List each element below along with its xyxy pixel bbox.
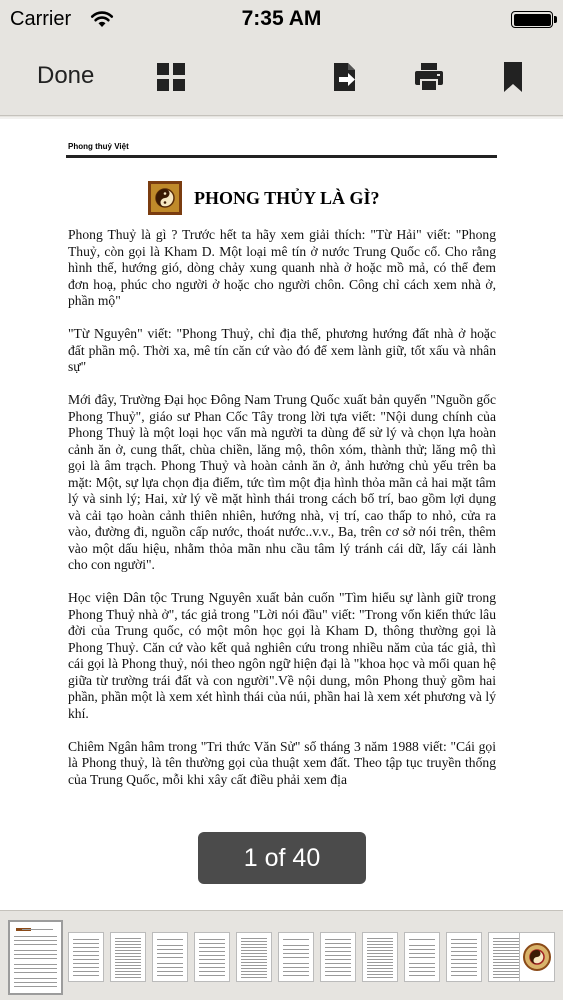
thumbnail-text-line (367, 959, 393, 960)
thumbnail-text-line (493, 950, 519, 951)
thumbnail-text-line (325, 947, 351, 948)
bagua-thumbnail-icon (520, 933, 554, 981)
page-counter: 1 of 40 (198, 832, 366, 884)
thumbnail-text-line (325, 955, 351, 956)
body-text (68, 227, 496, 805)
page-thumbnail[interactable] (446, 932, 482, 982)
thumbnail-text-line (241, 962, 267, 963)
thumbnail-text-line (409, 953, 435, 954)
thumbnail-text-line (367, 941, 393, 942)
page-thumbnail[interactable] (404, 932, 440, 982)
paragraph: Mới đây, Trường Đại học Đông Nam Trung Quốc xuất bản quyển "Nguồn gốc Phong Thuỷ", giáo sư Phan Cốc Tây trong lời tựa viết: "Nội dung chính của Phong Thuỷ là một loại học vấn mà người ta dùng để sử lý và chọn lựa hoàn cảnh ăn ở, cung thất, chùa chiền, lăng mộ, thôn xóm, thành thử; lăng mộ thì gọi là âm trạch. Phong Thuỷ và hoàn cảnh ăn ở, ảnh hưởng chủ yếu trên ba mặt: Một, sự lựa chọn địa điểm, tức tìm một địa hình thỏa mãn cả hai mặt tâm lý và sinh lý; Hai, xử lý về mặt hình thái trong cách bố trí, bao gồm lợi dụng và cải tạo hoàn cảnh thiên nhiên, hướng nhà, vị trí, cao thấp to nhỏ, cửa ra vào, đường đi, nguồn cấp nước, thoát nước..v.v., Ba, trên cơ sở nói trên, thêm vào một dấu hiệu, nhằm thỏa mãn nhu cầu tâm lý tránh cái dữ, lấy cái lành cho con người". (68, 392, 496, 572)
page-thumbnail[interactable] (110, 932, 146, 982)
thumbnail-text-line (241, 941, 267, 942)
thumbnail-text-line (493, 956, 519, 957)
thumbnail-text-line (283, 939, 309, 940)
paragraph: Chiêm Ngân hâm trong "Tri thức Văn Sử" số tháng 3 năm 1988 viết: "Cái gọi là Phong thuỷ, là tên thường gọi của thuật xem đất. Theo tập tục truyền thống của Trung Quốc, mỗi khi xây cất điều phải xem địa (68, 738, 496, 787)
thumbnail-text-line (493, 977, 519, 978)
thumbnail-text-line (283, 967, 309, 968)
page-thumbnail-emblem[interactable] (519, 932, 555, 982)
thumbnail-text-line (493, 938, 519, 939)
thumbnail-text-line (73, 943, 99, 944)
thumbnail-text-line (73, 955, 99, 956)
thumbnail-text-line (283, 957, 309, 958)
clock: 7:35 AM (241, 7, 322, 30)
thumbnail-text-line (241, 965, 267, 966)
thumbnail-text-line (157, 963, 183, 964)
thumbnail-text-line (115, 971, 141, 972)
thumbnail-text-line (493, 953, 519, 954)
thumbnail-text-line (283, 975, 309, 976)
thumbnail-text-line (283, 963, 309, 964)
thumbnail-text-line (451, 943, 477, 944)
thumbnail-text-line (157, 957, 183, 958)
thumbnail-text-line (409, 971, 435, 972)
status-bar (0, 0, 563, 40)
thumbnail-text-line (325, 951, 351, 952)
battery-icon (511, 11, 553, 28)
thumbnail-strip[interactable] (0, 910, 563, 1000)
page-thumbnail[interactable] (278, 932, 314, 982)
thumbnail-text-line (493, 959, 519, 960)
thumbnail-text-line (157, 975, 183, 976)
thumbnail-text-line (115, 938, 141, 939)
thumbnail-text-line (241, 959, 267, 960)
thumbnail-text-line (493, 941, 519, 942)
page-thumbnail[interactable] (152, 932, 188, 982)
thumbnail-text-line (283, 953, 309, 954)
page-title: PHONG THỦY LÀ GÌ? (194, 187, 380, 208)
thumbnail-text-line (451, 963, 477, 964)
thumbnail-text-line (241, 956, 267, 957)
share-export-icon[interactable] (328, 60, 362, 94)
thumbnail-text-line (115, 959, 141, 960)
thumbnail-text-line (409, 949, 435, 950)
thumbnail-text-line (241, 968, 267, 969)
thumbnail-text-line (493, 971, 519, 972)
page-thumbnail[interactable] (236, 932, 272, 982)
thumbnail-text-line (409, 963, 435, 964)
thumbnail-text-line (115, 947, 141, 948)
thumbnail-text-line (325, 971, 351, 972)
thumbnail-text-line (115, 974, 141, 975)
thumbnail-text-line (325, 963, 351, 964)
thumbnail-text-line (451, 975, 477, 976)
thumbnail-text-line (451, 971, 477, 972)
thumbnail-text-line (157, 939, 183, 940)
thumbnail-text-line (451, 959, 477, 960)
thumbnail-text-line (451, 947, 477, 948)
thumbnail-text-line (241, 950, 267, 951)
thumbnail-text-line (367, 938, 393, 939)
thumbnail-text-line (493, 947, 519, 948)
page-thumbnail[interactable] (68, 932, 104, 982)
thumbnail-text-line (157, 971, 183, 972)
done-button[interactable]: Done (37, 62, 95, 89)
thumbnail-text-line (367, 950, 393, 951)
thumbnail-text-line (73, 947, 99, 948)
thumbnail-text-line (157, 945, 183, 946)
thumbnail-text-line (199, 939, 225, 940)
thumbnail-text-line (493, 968, 519, 969)
page-thumbnail[interactable] (194, 932, 230, 982)
pdf-page (0, 119, 563, 910)
thumbnail-text-line (199, 955, 225, 956)
thumbnail-text-line (115, 950, 141, 951)
thumbnail-text-line (451, 951, 477, 952)
thumbnail-text-line (283, 949, 309, 950)
thumbnail-text-line (367, 947, 393, 948)
thumbnail-text-line (367, 953, 393, 954)
grid-icon[interactable] (154, 60, 188, 94)
thumbnail-text-line (199, 943, 225, 944)
thumbnail-text-line (325, 967, 351, 968)
thumbnail-text-line (241, 974, 267, 975)
thumbnail-text-line (325, 943, 351, 944)
thumbnail-text-line (409, 939, 435, 940)
thumbnail-text-line (115, 944, 141, 945)
thumbnail-text-line (73, 959, 99, 960)
thumbnail-text-line (493, 974, 519, 975)
thumbnail-text-line (199, 971, 225, 972)
thumbnail-text-line (451, 967, 477, 968)
thumbnail-text-line (73, 971, 99, 972)
thumbnail-text-line (367, 977, 393, 978)
printer-icon[interactable] (412, 60, 446, 94)
thumbnail-text-line (241, 938, 267, 939)
thumbnail-text-line (199, 963, 225, 964)
thumbnail-text-line (367, 965, 393, 966)
thumbnail-text-line (115, 968, 141, 969)
thumbnail-text-line (115, 953, 141, 954)
thumbnail-text-line (73, 963, 99, 964)
thumbnail-text-line (241, 977, 267, 978)
thumbnail-text-line (241, 947, 267, 948)
page-thumbnail-selected[interactable] (8, 920, 63, 995)
page-thumbnail[interactable] (362, 932, 398, 982)
thumbnail-text-line (73, 975, 99, 976)
thumbnail-text-line (73, 939, 99, 940)
thumbnail-text-line (283, 945, 309, 946)
thumbnail-text-line (115, 977, 141, 978)
title-row (148, 182, 380, 214)
thumbnail-text-line (325, 939, 351, 940)
thumbnail-text-line (115, 962, 141, 963)
document-viewer[interactable] (0, 117, 563, 910)
thumbnail-text-line (409, 945, 435, 946)
thumbnail-text-line (241, 971, 267, 972)
thumbnail-text-line (409, 975, 435, 976)
thumbnail-text-line (367, 944, 393, 945)
thumbnail-text-line (115, 941, 141, 942)
thumbnail-text-line (409, 957, 435, 958)
thumbnail-text-line (241, 953, 267, 954)
thumbnail-text-line (367, 962, 393, 963)
thumbnail-text-line (367, 956, 393, 957)
thumbnail-text-line (325, 959, 351, 960)
thumbnail-text-line (73, 951, 99, 952)
thumbnail-text-line (367, 974, 393, 975)
thumbnail-text-line (199, 967, 225, 968)
page-thumbnail[interactable] (320, 932, 356, 982)
thumbnail-text-line (157, 953, 183, 954)
thumbnail-text-line (115, 965, 141, 966)
thumbnail-text-line (493, 944, 519, 945)
thumbnail-text-line (199, 975, 225, 976)
thumbnail-text-line (325, 975, 351, 976)
thumbnail-text-line (451, 939, 477, 940)
thumbnail-text-line (199, 947, 225, 948)
thumbnail-text-line (493, 965, 519, 966)
thumbnail-text-line (367, 971, 393, 972)
bookmark-icon[interactable] (496, 60, 530, 94)
paragraph: Phong Thuỷ là gì ? Trước hết ta hãy xem giải thích: "Từ Hải" viết: "Phong Thuỷ, còn gọi là Kham D. Một loại mê tín ở nước Trung Quốc cổ. Cho rằng hình thế, hướng gió, dòng chảy xung quanh nhà ở hoặc mồ mả, có thể đem đơn hoạ, phúc cho người ở hoặc cho người chôn. Công chỉ cách xem nhà ở, phần mộ" (68, 227, 496, 308)
thumbnail-text-line (409, 967, 435, 968)
thumbnail-text-line (283, 971, 309, 972)
battery-tip (554, 16, 557, 23)
thumbnail-text-line (493, 962, 519, 963)
paragraph: Học viện Dân tộc Trung Nguyên xuất bản cuốn "Tìm hiểu sự lành giữ trong Phong Thuỷ nhà ở", tác giả trong "Lời nói đầu" viết: "Trong vốn kiến thức lâu đời của Trung quốc, có một môn học gọi là Kham D, thông thường gọi là Phong Thuỷ. Căn cứ vào kết quả nghiên cứu trong nhiều năm của tác giả, thì cái gọi là Phong thuỷ, nói theo ngôn ngữ hiện đại là "khoa học và mối quan hệ giữa từ trường trái đất và con người".Về nội dung, môn Phong thuỷ gồm hai phần, phần một là xem xét hình thái của núi, phần hai là xem xét phương và lý khí. (68, 590, 496, 721)
running-head: Phong thuỷ Việt (68, 142, 129, 151)
toolbar (0, 40, 563, 116)
thumbnail-text-line (73, 967, 99, 968)
thumbnail-text-line (199, 951, 225, 952)
header-rule (66, 155, 497, 158)
thumbnail-text-line (157, 967, 183, 968)
thumbnail-text-line (241, 944, 267, 945)
thumbnail-text-line (115, 956, 141, 957)
thumbnail-text-line (157, 949, 183, 950)
thumbnail-text-line (367, 968, 393, 969)
thumbnail-text-line (451, 955, 477, 956)
bagua-emblem-icon (148, 181, 182, 215)
paragraph: "Từ Nguyên" viết: "Phong Thuỷ, chỉ địa thế, phương hướng đất nhà ở hoặc đất phần mộ. Thời xa, mê tín căn cứ vào đó để xem lành giữ, tốt xấu và nhân sự" (68, 326, 496, 374)
carrier-label: Carrier (10, 8, 72, 30)
thumbnail-text-line (199, 959, 225, 960)
